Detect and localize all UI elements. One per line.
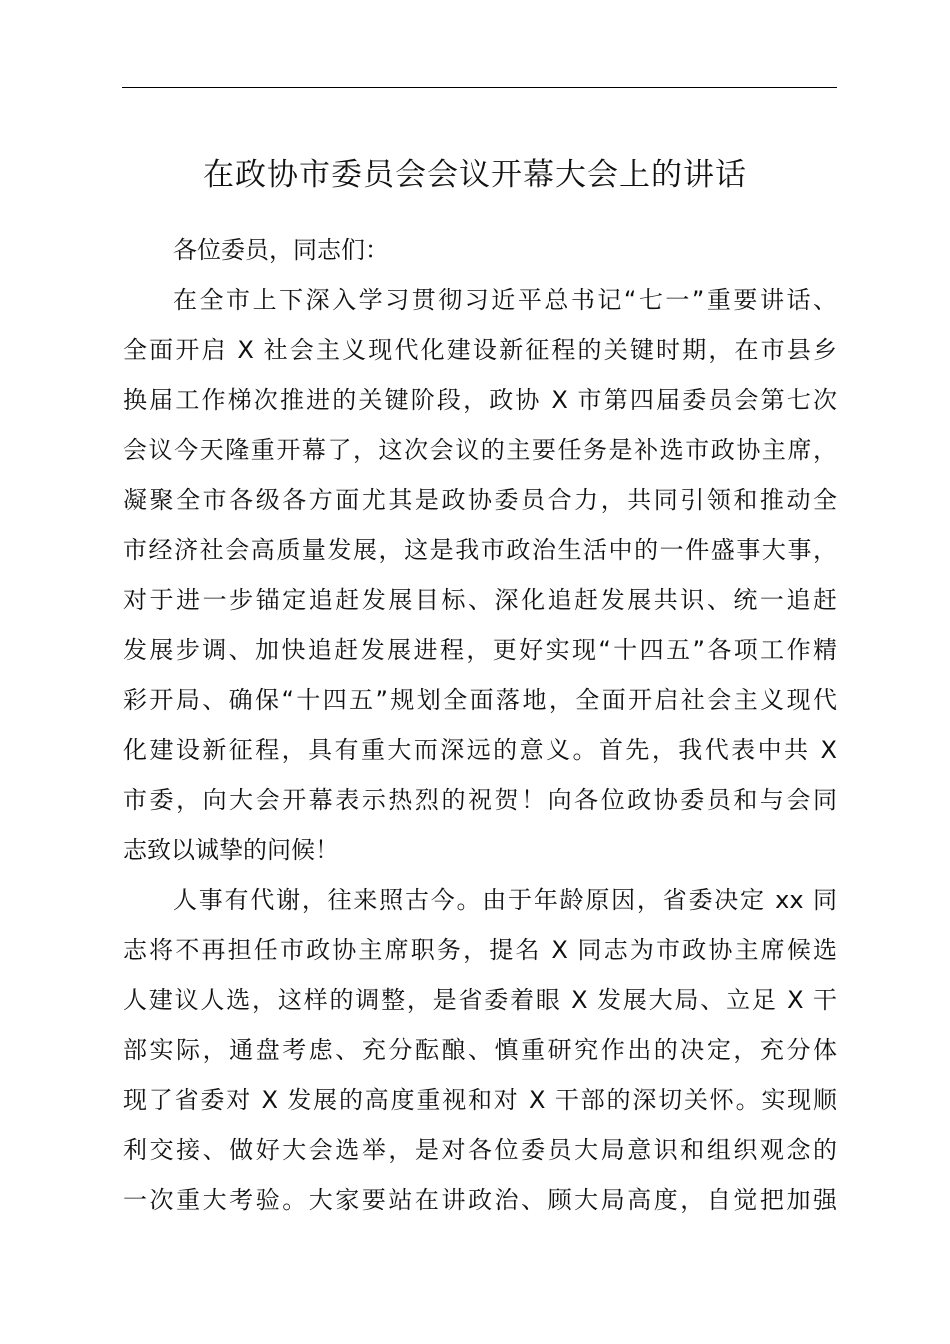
text-line: 凝聚全市各级各方面尤其是政协委员合力，共同引领和推动全 xyxy=(123,486,837,514)
text-line: 志将不再担任市政协主席职务，提名 X 同志为市政协主席候选 xyxy=(123,936,837,964)
text-line: 人建议人选，这样的调整，是省委着眼 X 发展大局、立足 X 干 xyxy=(123,986,837,1014)
text-line: 发展步调、加快追赶发展进程，更好实现“十四五”各项工作精 xyxy=(123,636,837,664)
text-line: 部实际，通盘考虑、充分酝酿、慎重研究作出的决定，充分体 xyxy=(123,1036,837,1064)
text-line: 彩开局、确保“十四五”规划全面落地，全面开启社会主义现代 xyxy=(123,686,837,714)
text-line: 市经济社会高质量发展，这是我市政治生活中的一件盛事大事， xyxy=(123,536,837,564)
text-line: 在全市上下深入学习贯彻习近平总书记“七一”重要讲话、 xyxy=(173,286,837,314)
document-body xyxy=(123,225,837,1225)
text-line: 市委，向大会开幕表示热烈的祝贺！向各位政协委员和与会同 xyxy=(123,786,837,814)
text-line: 会议今天隆重开幕了，这次会议的主要任务是补选市政协主席， xyxy=(123,436,837,464)
text-line: 志致以诚挚的问候！ xyxy=(123,836,339,864)
text-line: 全面开启 X 社会主义现代化建设新征程的关键时期，在市县乡 xyxy=(123,336,837,364)
text-line: 化建设新征程，具有重大而深远的意义。首先，我代表中共 X xyxy=(123,736,837,764)
text-line: 一次重大考验。大家要站在讲政治、顾大局高度，自觉把加强 xyxy=(123,1186,837,1214)
text-line: 现了省委对 X 发展的高度重视和对 X 干部的深切关怀。实现顺 xyxy=(123,1086,837,1114)
text-line: 换届工作梯次推进的关键阶段，政协 X 市第四届委员会第七次 xyxy=(123,386,837,414)
document-title: 在政协市委员会会议开幕大会上的讲话 xyxy=(203,157,747,193)
text-line: 利交接、做好大会选举，是对各位委员大局意识和组织观念的 xyxy=(123,1136,837,1164)
text-line: 对于进一步锚定追赶发展目标、深化追赶发展共识、统一追赶 xyxy=(123,586,837,614)
text-line: 人事有代谢，往来照古今。由于年龄原因，省委决定 xx 同 xyxy=(173,886,837,914)
header-rule xyxy=(122,87,837,88)
text-line: 各位委员，同志们： xyxy=(173,236,389,264)
